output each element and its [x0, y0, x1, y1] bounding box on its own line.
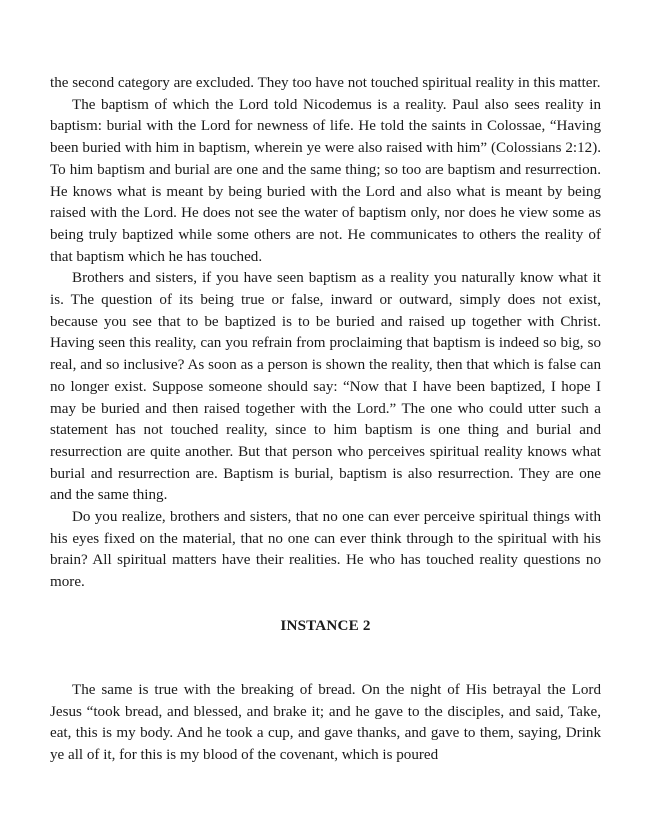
paragraph-spiritual-realities: Do you realize, brothers and sisters, that no one can ever perceive spiritual things with his eyes fixed on the material, that no one can ever think through to the spiritual with his brain? All spiritual matters have their realities. He who has touched reality questions no more. — [50, 509, 601, 591]
paragraph-brothers-and-sisters: Brothers and sisters, if you have seen baptism as a reality you naturally know what it is. The question of its being true or false, inward or outward, simply does not exist, because you see that to be baptized is to be buried and raised up together with Christ. Having seen this reality, can you refrain from proclaiming that baptism is indeed so big, so real, and so inclusive? As soon as a person is shown the reality, then that which is false can no longer exist. Suppose someone should say: “Now that I have been baptized, I hope I may be buried and then raised together with the Lord.” The one who could utter such a statement has not touched reality, since to him baptism is one thing and burial and resurrection are quite another. But that person who perceives spiritual reality knows what burial and resurrection are. Baptism is burial, baptism is also resurrection. They are one and the same thing. — [50, 270, 601, 504]
paragraph-breaking-of-bread: The same is true with the breaking of bread. On the night of His betrayal the Lord Jesus “took bread, and blessed, and brake it; and he gave to the disciples, and said, Take, eat, this is my body. And he took a cup, and gave thanks, and gave to them, saying, Drink ye all of it, for this is my blood of the covenant, which is poured — [50, 681, 601, 763]
document-page — [50, 73, 601, 767]
section-heading: INSTANCE 2 — [280, 617, 371, 634]
paragraph-continuation: the second category are excluded. They too have not touched spiritual reality in this matter. — [50, 75, 601, 91]
paragraph-baptism-reality: The baptism of which the Lord told Nicodemus is a reality. Paul also sees reality in baptism: burial with the Lord for newness of life. He told the saints in Colossae, “Having been buried with him in baptism, wherein ye were also raised with him” (Colossians 2:12). To him baptism and burial are one and the same thing; so too are baptism and resurrection. He knows what is meant by being buried with the Lord and also what is meant by being raised with the Lord. He does not see the water of baptism only, nor does he view some as being truly baptized while some others are not. He communicates to others the reality of that baptism which he has touched. — [50, 96, 601, 265]
